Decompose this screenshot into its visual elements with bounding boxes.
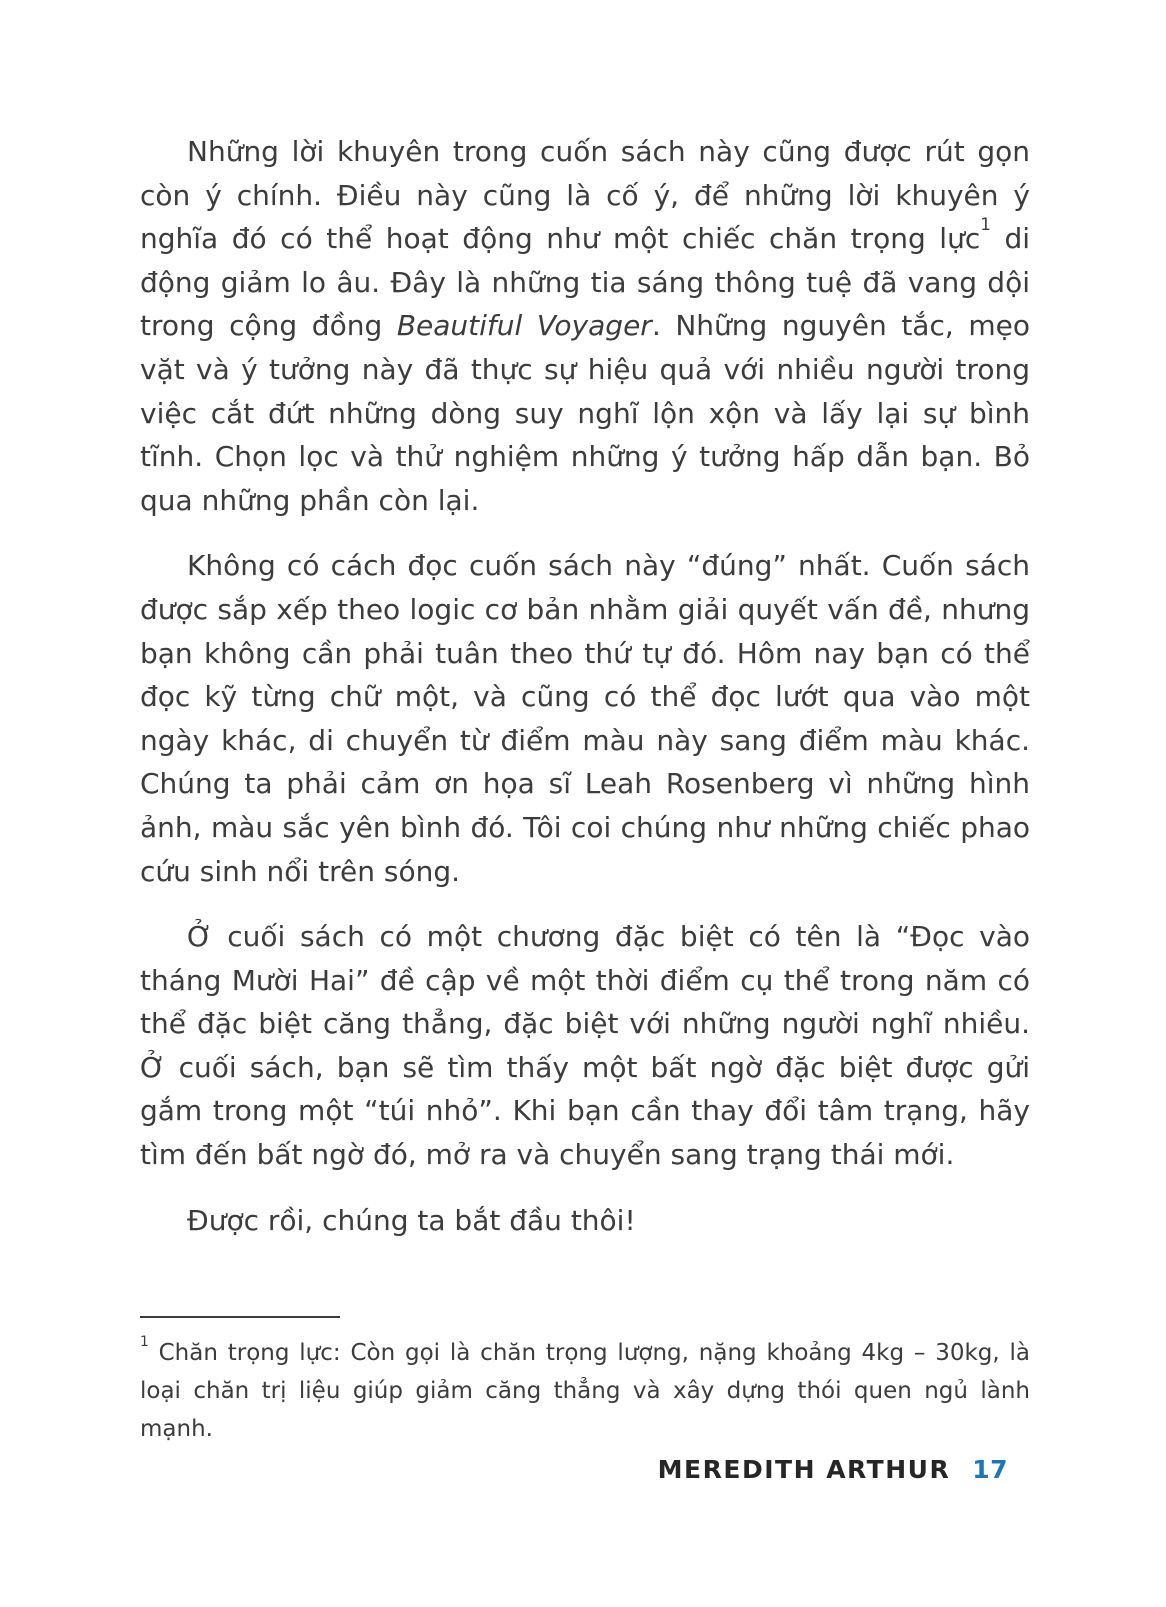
page-body bbox=[140, 130, 1030, 1264]
paragraph: Ở cuối sách có một chương đặc biệt có tên là “Đọc vào tháng Mười Hai” đề cập về một thời điểm cụ thể trong năm có thể đặc biệt căng thẳng, đặc biệt với những người nghĩ nhiều. Ở cuối sách, bạn sẽ tìm thấy một bất ngờ đặc biệt được gửi gắm trong một “túi nhỏ”. Khi bạn cần thay đổi tâm trạng, hãy tìm đến bất ngờ đó, mở ra và chuyển sang trạng thái mới. bbox=[140, 920, 1030, 1172]
paragraph-text: . Những nguyên tắc, mẹo vặt và ý tưởng này đã thực sự hiệu quả với nhiều người trong việc cắt đứt những dòng suy nghĩ lộn xộn và lấy lại sự bình tĩnh. Chọn lọc và thử nghiệm những ý tưởng hấp dẫn bạn. Bỏ qua những phần còn lại. bbox=[140, 309, 1030, 517]
page-number: 17 bbox=[972, 1455, 1008, 1484]
paragraph: Được rồi, chúng ta bắt đầu thôi! bbox=[187, 1203, 636, 1237]
footnote-text-block bbox=[140, 1334, 1030, 1448]
footnote-text: Chăn trọng lực: Còn gọi là chăn trọng lượng, nặng khoảng 4kg – 30kg, là loại chăn trị liệu giúp giảm căng thẳng và xây dựng thói quen ngủ lành mạnh. bbox=[140, 1340, 1030, 1442]
footnote-marker: 1 bbox=[140, 1333, 149, 1350]
paragraph: Không có cách đọc cuốn sách này “đúng” nhất. Cuốn sách được sắp xếp theo logic cơ bản nhằm giải quyết vấn đề, nhưng bạn không cần phải tuân theo thứ tự đó. Hôm nay bạn có thể đọc kỹ từng chữ một, và cũng có thể đọc lướt qua vào một ngày khác, di chuyển từ điểm màu này sang điểm màu khác. Chúng ta phải cảm ơn họa sĩ Leah Rosenberg vì những hình ảnh, màu sắc yên bình đó. Tôi coi chúng như những chiếc phao cứu sinh nổi trên sóng. bbox=[140, 549, 1030, 888]
footnote-reference: 1 bbox=[980, 214, 991, 235]
paragraph bbox=[140, 130, 1030, 522]
footnote bbox=[140, 1316, 1030, 1448]
book-title-italic: Beautiful Voyager bbox=[396, 309, 652, 343]
author-name: MEREDITH ARTHUR bbox=[657, 1455, 951, 1484]
paragraph-text: Những lời khuyên trong cuốn sách này cũng được rút gọn còn ý chính. Điều này cũng là cố ý, để những lời khuyên ý nghĩa đó có thể hoạt động như một chiếc chăn trọng lực bbox=[140, 135, 1030, 256]
page-footer bbox=[658, 1455, 1008, 1484]
footnote-divider bbox=[140, 1316, 340, 1318]
paragraph-text: di động giảm lo âu. Đây là những tia sáng thông tuệ đã vang dội trong cộng đồng bbox=[140, 222, 1030, 343]
